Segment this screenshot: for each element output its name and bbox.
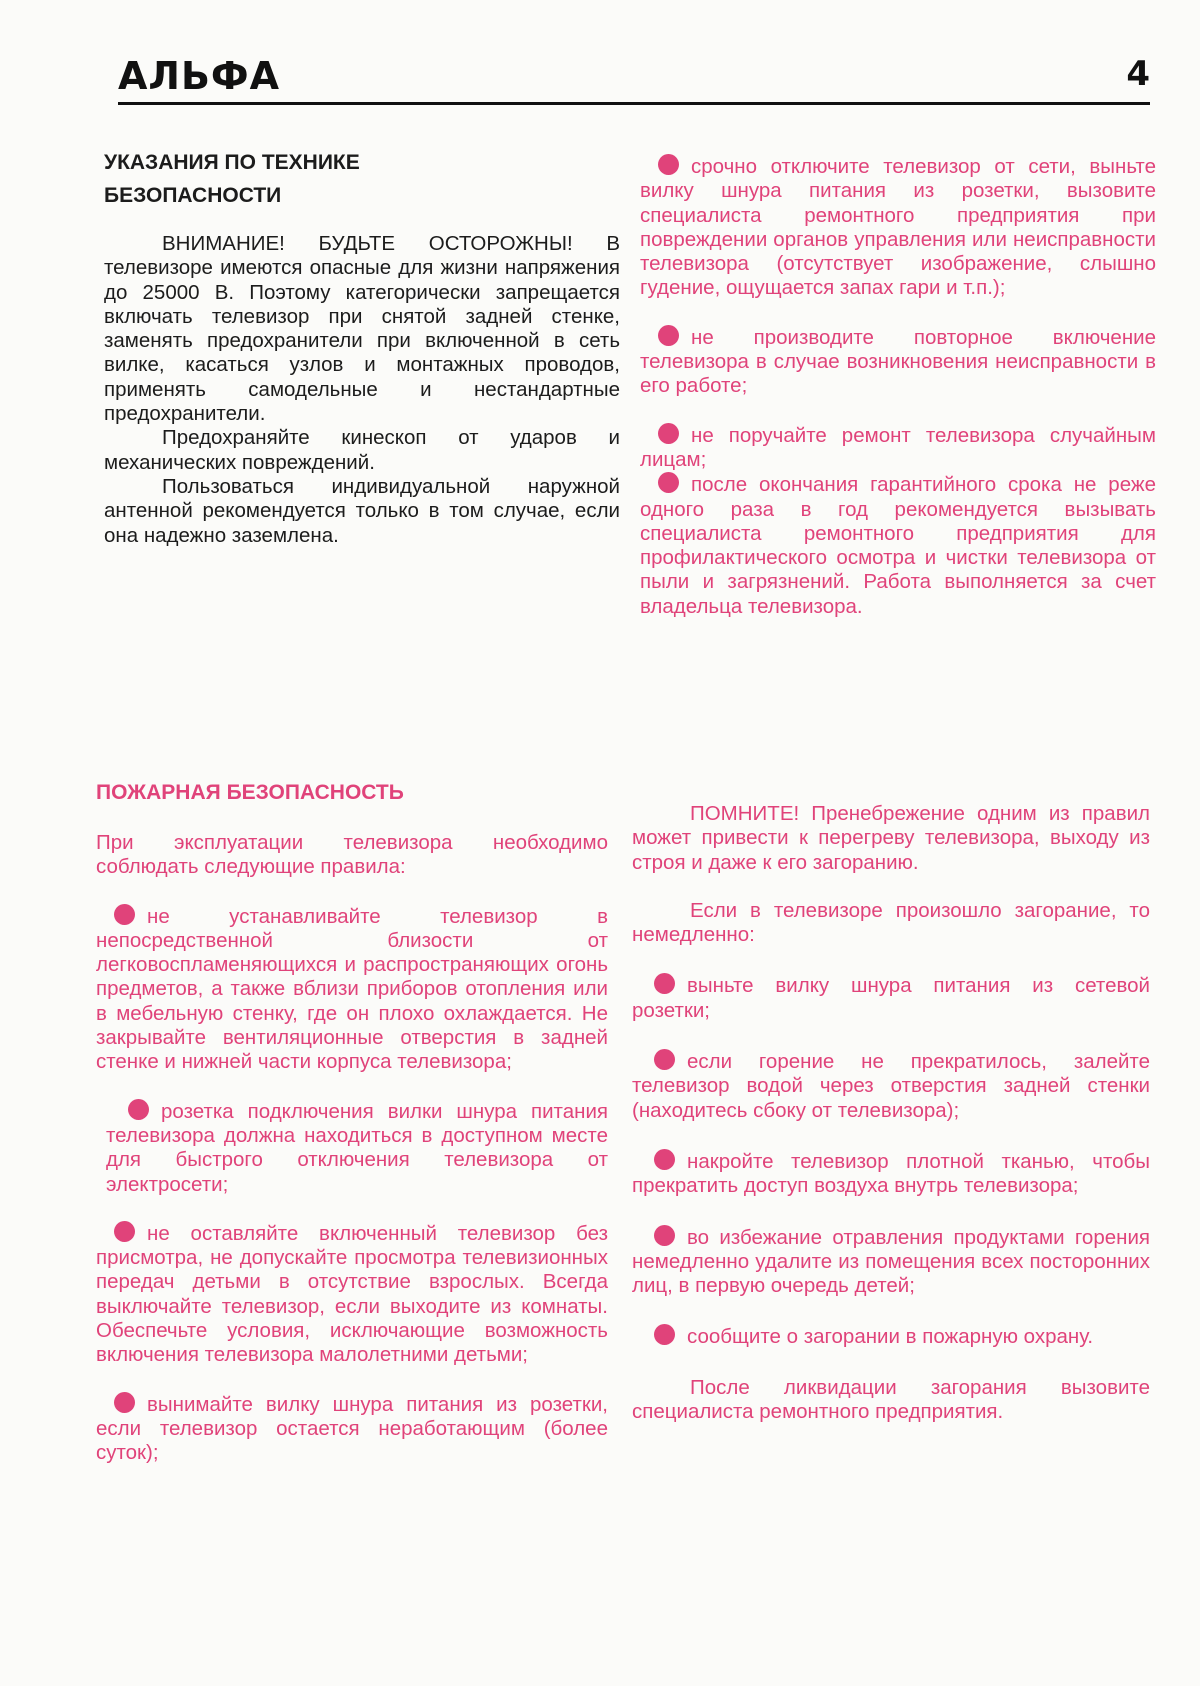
header-rule xyxy=(118,102,1150,105)
brand-logo: АЛЬФА xyxy=(118,54,281,98)
list-item: выньте вилку шнура питания из сетевой розетки; xyxy=(632,974,1150,1022)
page-header xyxy=(118,52,1150,104)
safety-section xyxy=(104,146,620,548)
after-fire-paragraph: После ликвидации загорания вызовите специалиста ремонтного предприятия. xyxy=(632,1375,1150,1424)
list-item: после окончания гарантийного срока не реже одного раза в год рекомендуется вызывать специалиста ремонтного предприятия для профилактического осмотра и чистки телевизора от пыли и загрязнений. Работа выполняется за счет владельца телевизора. xyxy=(640,473,1156,618)
list-item: накройте телевизор плотной тканью, чтобы прекратить доступ воздуха внутрь телевизора; xyxy=(632,1149,1150,1198)
fire-intro: При эксплуатации телевизора необходимо соблюдать следующие правила: xyxy=(96,831,608,879)
list-item: срочно отключите телевизор от сети, выньте вилку шнура питания из розетки, вызовите специалиста ремонтного предприятия при повреждении органов управления или неисправности телевизора (отсутствует изображение, слышно гудение, ощущается запах гари и т.п.); xyxy=(640,155,1156,300)
safety-heading-line2: БЕЗОПАСНОСТИ xyxy=(104,184,282,207)
fire-actions-section xyxy=(632,802,1150,1424)
fire-section xyxy=(96,776,608,1466)
list-item: не поручайте ремонт телевизора случайным лицам; xyxy=(640,423,1156,471)
list-item: вынимайте вилку шнура питания из розетки, если телевизор остается неработающим (более суток); xyxy=(96,1392,608,1465)
fire-heading: ПОЖАРНАЯ БЕЗОПАСНОСТЬ xyxy=(96,781,404,804)
list-item: розетка подключения вилки шнура питания телевизора должна находиться в доступном месте для быстрого отключения телевизора от электросети; xyxy=(96,1099,608,1197)
page-number: 4 xyxy=(1126,54,1150,94)
if-fire-paragraph: Если в телевизоре произошло загорание, то немедленно: xyxy=(632,898,1150,947)
list-item: сообщите о загорании в пожарную охрану. xyxy=(632,1324,1150,1349)
safety-heading-line1: УКАЗАНИЯ ПО ТЕХНИКЕ xyxy=(104,151,360,174)
antenna-paragraph: Пользоваться индивидуальной наружной антенной рекомендуется только в том случае, если она надежно заземлена. xyxy=(104,474,620,547)
list-item: не производите повторное включение телевизора в случае возникновения неисправности в его работе; xyxy=(640,325,1156,398)
remember-paragraph: ПОМНИТЕ! Пренебрежение одним из правил может привести к перегреву телевизора, выходу из строя и даже к его загоранию. xyxy=(632,802,1150,874)
list-item: не устанавливайте телевизор в непосредственной близости от легковоспламеняющихся и распространяющих огонь предметов, а также вблизи приборов отопления или в мебельную стенку, где он плохо охлаждается. Не закрывайте вентиляционные отверстия в задней стенке и нижней части корпуса телевизора; xyxy=(96,904,608,1074)
safety-bullets xyxy=(640,154,1156,619)
list-item: если горение не прекратилось, залейте телевизор водой через отверстия задней стенки (находитесь сбоку от телевизора); xyxy=(632,1050,1150,1122)
kinescope-paragraph: Предохраняйте кинескоп от ударов и механических повреждений. xyxy=(104,426,620,474)
list-item: не оставляйте включенный телевизор без присмотра, не допускайте просмотра телевизионных передач детьми в отсутствие взрослых. Всегда выключайте телевизор, если выходите из комнаты. Обеспечьте условия, исключающие возможность включения телевизора малолетними детьми; xyxy=(96,1221,608,1367)
list-item: во избежание отравления продуктами горения немедленно удалите из помещения всех посторонних лиц, в первую очередь детей; xyxy=(632,1225,1150,1298)
warning-paragraph: ВНИМАНИЕ! БУДЬТЕ ОСТОРОЖНЫ! В телевизоре имеются опасные для жизни напряжения до 25000 В. Поэтому категорически запрещается включать телевизор при снятой задней стенке, заменять предохранители при включенной в сеть вилке, касаться узлов и монтажных проводов, применять самодельные и нестандартные предохранители. xyxy=(104,232,620,426)
